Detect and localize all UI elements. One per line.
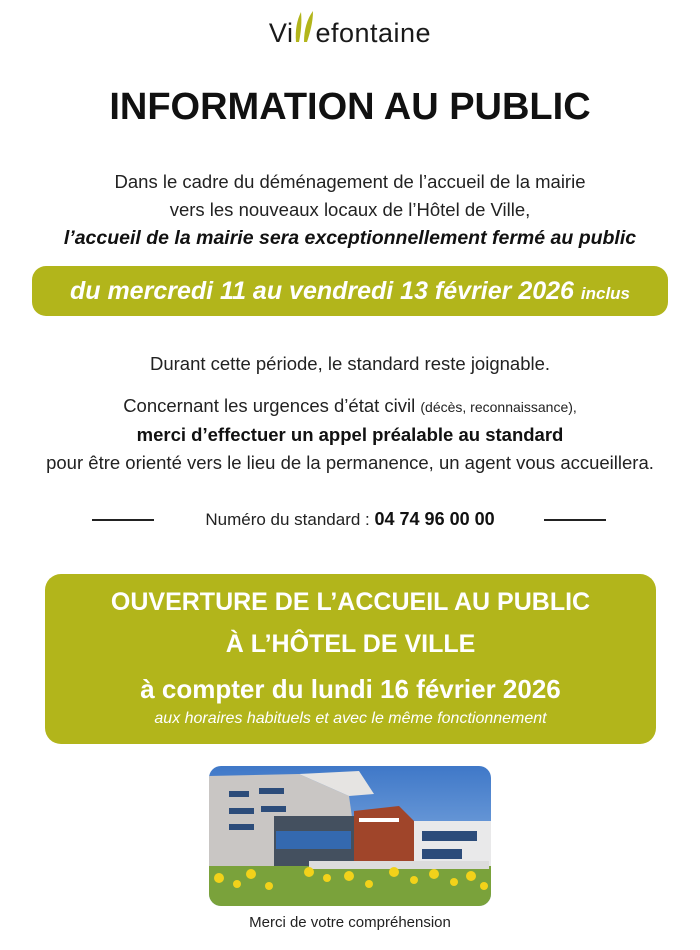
logo-prefix: Vi xyxy=(268,18,294,48)
thanks-text: Merci de votre compréhension xyxy=(249,914,451,931)
closure-dates: du mercredi 11 au vendredi 13 février 2026 xyxy=(69,277,574,305)
divider-right xyxy=(544,519,606,521)
town-hall-photo xyxy=(209,766,491,906)
opening-date: à compter du lundi 16 février 2026 xyxy=(140,674,561,704)
closure-dates-banner xyxy=(32,266,668,316)
emergency-block xyxy=(0,392,700,477)
page-title: INFORMATION AU PUBLIC xyxy=(109,86,591,128)
opening-line-1: OUVERTURE DE L’ACCUEIL AU PUBLIC xyxy=(110,588,591,616)
emergency-line-3: pour être orienté vers le lieu de la permanence, un agent vous accueillera. xyxy=(46,452,654,473)
emergency-line-1: Concernant les urgences d’état civil xyxy=(123,395,416,416)
logo-suffix: efontaine xyxy=(315,18,432,48)
phone-label: Numéro du standard : xyxy=(205,510,370,529)
phone-number-row xyxy=(0,506,700,532)
opening-note: aux horaires habituels et avec le même fonctionnement xyxy=(154,710,547,727)
intro-line-2: vers les nouveaux locaux de l’Hôtel de Ville, xyxy=(169,199,531,220)
phone-reachable-text: Durant cette période, le standard reste joignable. xyxy=(149,353,551,374)
intro-closure-notice: l’accueil de la mairie sera exceptionnellement fermé au public xyxy=(63,227,637,249)
closure-dates-suffix: inclus xyxy=(580,284,631,303)
villefontaine-logo xyxy=(0,16,700,49)
intro-line-1: Dans le cadre du déménagement de l’accueil de la mairie xyxy=(114,171,586,192)
emergency-line-1-detail: (décès, reconnaissance), xyxy=(420,399,577,415)
opening-banner xyxy=(45,574,656,744)
logo-leaf-icon xyxy=(293,16,315,42)
intro-text xyxy=(0,168,700,252)
emergency-call-notice: merci d’effectuer un appel préalable au standard xyxy=(136,424,564,445)
phone-number[interactable]: 04 74 96 00 00 xyxy=(374,509,495,529)
opening-line-2: À L’HÔTEL DE VILLE xyxy=(225,630,476,658)
